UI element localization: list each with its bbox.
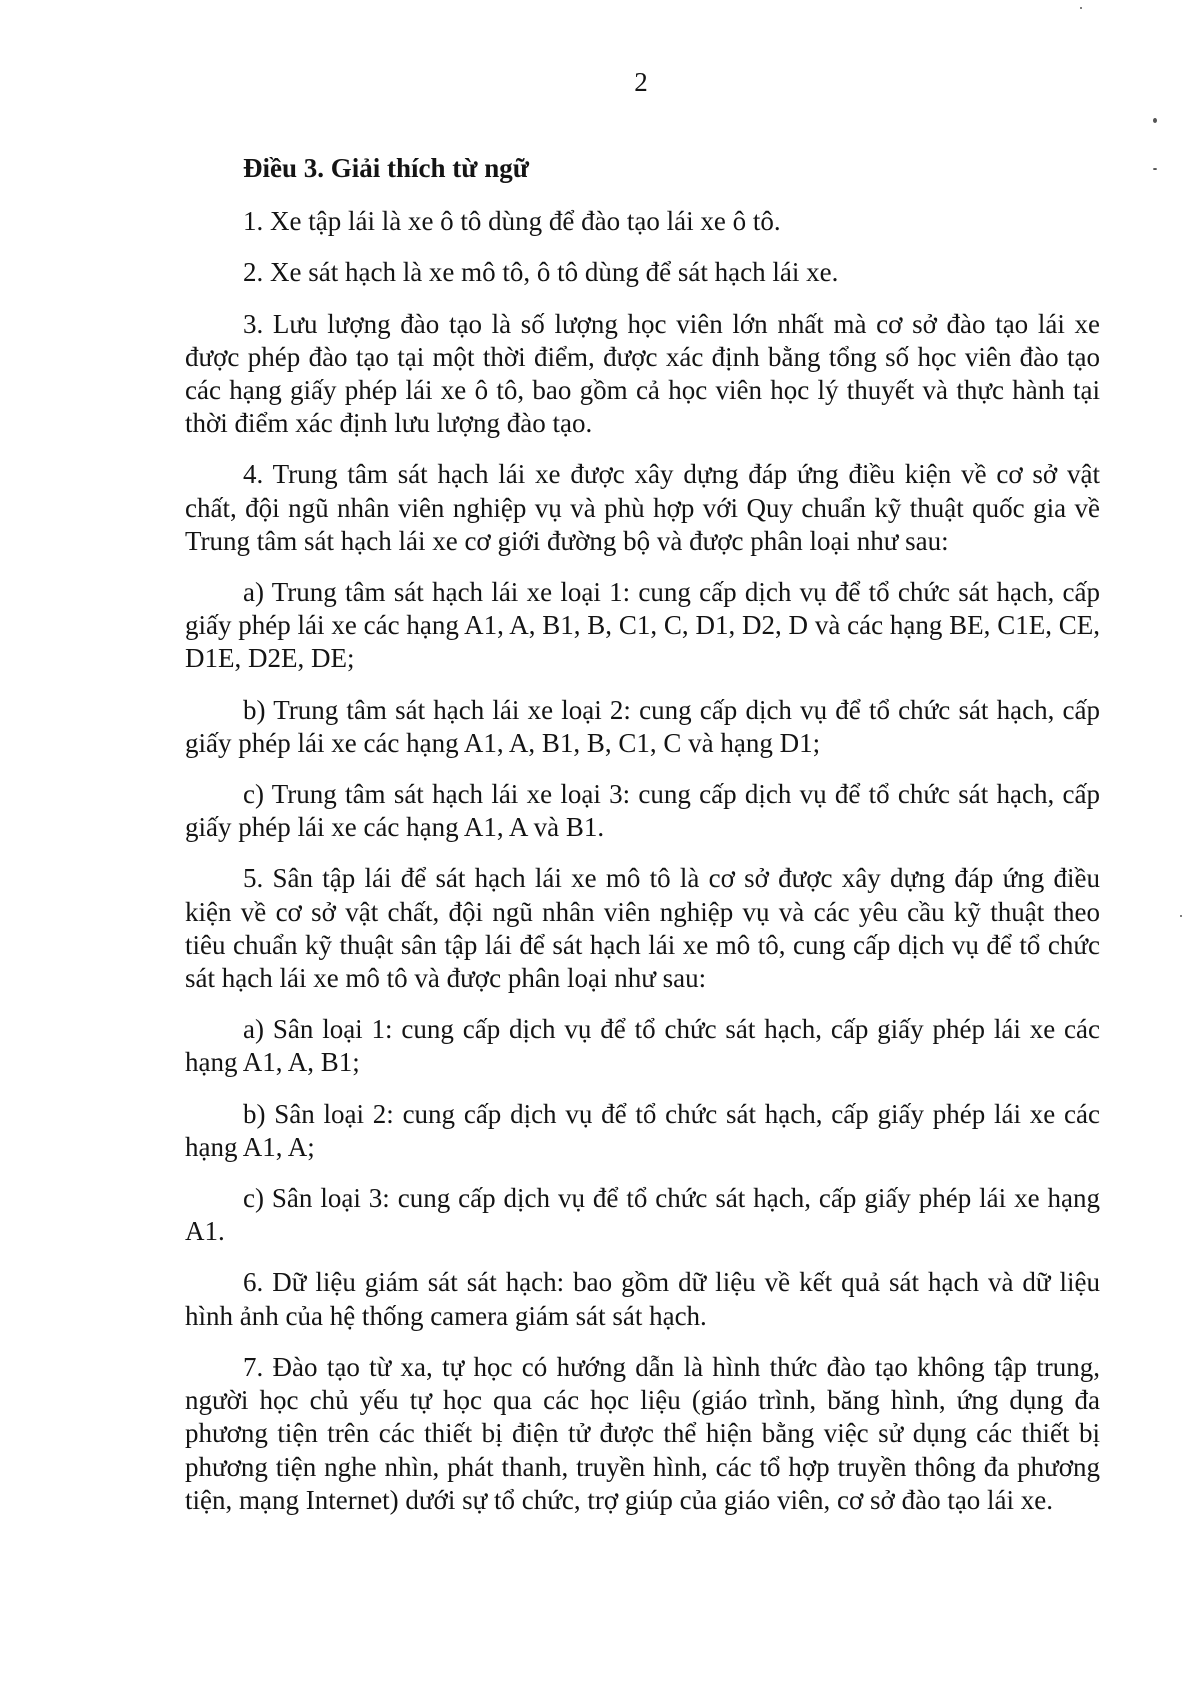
paragraph-4a: a) Trung tâm sát hạch lái xe loại 1: cung cấp dịch vụ để tổ chức sát hạch, cấp giấy phép lái xe các hạng A1, A, B1, B, C1, C, D1, D2, D và các hạng BE, C1E, CE, D1E, D2E, DE;	[185, 577, 1100, 674]
paragraph-4: 4. Trung tâm sát hạch lái xe được xây dựng đáp ứng điều kiện về cơ sở vật chất, đội ngũ nhân viên nghiệp vụ và phù hợp với Quy chuẩn kỹ thuật quốc gia về Trung tâm sát hạch lái xe cơ giới đường bộ và được phân loại như sau:	[185, 459, 1100, 556]
paragraph-7: 7. Đào tạo từ xa, tự học có hướng dẫn là hình thức đào tạo không tập trung, người học chủ yếu tự học qua các học liệu (giáo trình, băng hình, ứng dụng đa phương tiện trên các thiết bị điện tử được thể hiện bằng việc sử dụng các thiết bị phương tiện nghe nhìn, phát thanh, truyền hình, các tổ hợp truyền thông đa phương tiện, mạng Internet) dưới sự tổ chức, trợ giúp của giáo viên, cơ sở đào tạo lái xe.	[185, 1351, 1100, 1515]
paragraph-3: 3. Lưu lượng đào tạo là số lượng học viên lớn nhất mà cơ sở đào tạo lái xe được phép đào tạo tại một thời điểm, được xác định bằng tổng số học viên đào tạo các hạng giấy phép lái xe ô tô, bao gồm cả học viên học lý thuyết và thực hành tại thời điểm xác định lưu lượng đào tạo.	[185, 308, 1100, 439]
paragraph-6: 6. Dữ liệu giám sát sát hạch: bao gồm dữ liệu về kết quả sát hạch và dữ liệu hình ảnh của hệ thống camera giám sát sát hạch.	[185, 1267, 1100, 1331]
paragraph-5: 5. Sân tập lái để sát hạch lái xe mô tô là cơ sở được xây dựng đáp ứng điều kiện về cơ sở vật chất, đội ngũ nhân viên nghiệp vụ và các yêu cầu kỹ thuật theo tiêu chuẩn kỹ thuật sân tập lái để sát hạch lái xe mô tô, cung cấp dịch vụ để tổ chức sát hạch lái xe mô tô và được phân loại như sau:	[185, 863, 1100, 994]
paragraph-2: 2. Xe sát hạch là xe mô tô, ô tô dùng để sát hạch lái xe.	[243, 257, 839, 288]
paragraph-5a: a) Sân loại 1: cung cấp dịch vụ để tổ chức sát hạch, cấp giấy phép lái xe các hạng A1, A, B1;	[185, 1014, 1100, 1078]
article-body	[185, 152, 1100, 1535]
paragraph-5c: c) Sân loại 3: cung cấp dịch vụ để tổ chức sát hạch, cấp giấy phép lái xe hạng A1.	[185, 1183, 1100, 1247]
article-heading: Điều 3. Giải thích từ ngữ	[243, 153, 529, 183]
scan-speck	[1153, 168, 1157, 170]
paragraph-1: 1. Xe tập lái là xe ô tô dùng để đào tạo lái xe ô tô.	[243, 206, 781, 237]
scan-speck	[1180, 915, 1182, 917]
paragraph-5b: b) Sân loại 2: cung cấp dịch vụ để tổ chức sát hạch, cấp giấy phép lái xe các hạng A1, A;	[185, 1098, 1100, 1162]
page-number: 2	[634, 67, 648, 97]
paragraph-4b: b) Trung tâm sát hạch lái xe loại 2: cung cấp dịch vụ để tổ chức sát hạch, cấp giấy phép lái xe các hạng A1, A, B1, B, C1, C và hạng D1;	[185, 694, 1100, 758]
scan-speck	[1153, 118, 1157, 123]
scan-speck	[1080, 7, 1082, 9]
paragraph-4c: c) Trung tâm sát hạch lái xe loại 3: cung cấp dịch vụ để tổ chức sát hạch, cấp giấy phép lái xe các hạng A1, A và B1.	[185, 779, 1100, 843]
